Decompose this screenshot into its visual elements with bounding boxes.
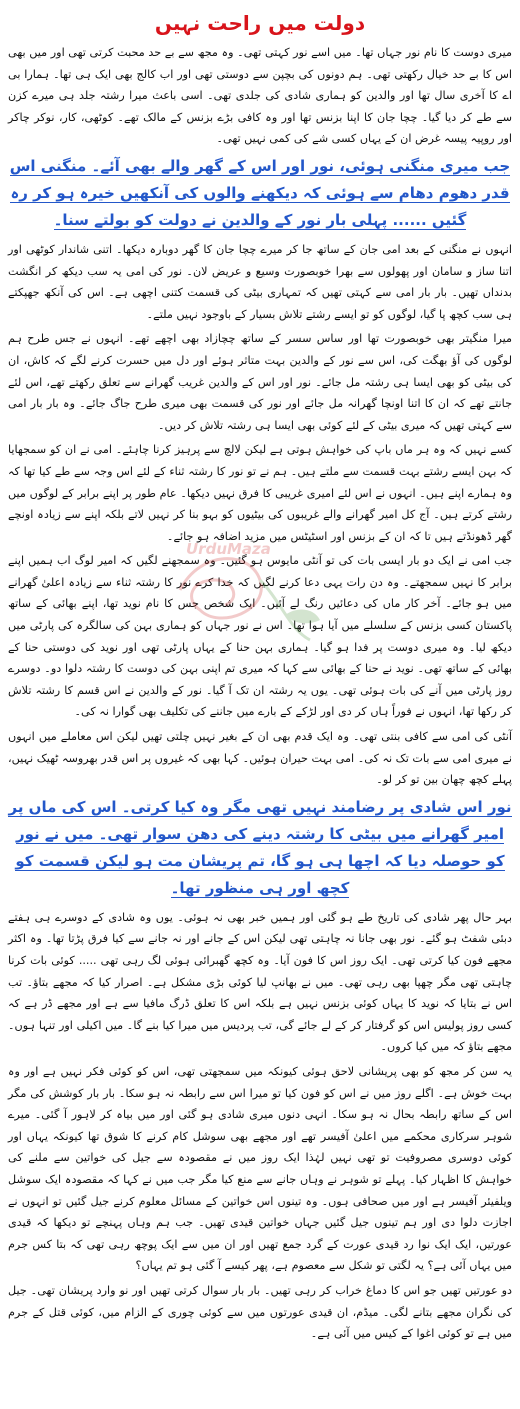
- article-title: دولت میں راحت نہیں: [154, 11, 366, 35]
- paragraph: دو عورتیں تھیں جو اس کا دماغ خراب کر رہی تھیں۔ بار بار سوال کرتی تھیں اور نو وارد پریشان تھی۔ جیل کی نگران مجھے بتانے لگی۔ میڈم، ان قیدی عورتوں میں سے کوئی چوری کے الزام میں، کوئی قتل کے جرم میں ہے تو کوئی اغوا کے کیس میں آئی ہے۔: [8, 1283, 512, 1341]
- paragraph: یہ سن کر مجھ کو بھی پریشانی لاحق ہوئی کیونکہ میں سمجھتی تھی، اس کو کوئی فکر نہیں ہے اور وہ بہت خوش ہے۔ اگلے روز میں نے اس کو فون کیا تو میرا اس سے رابطہ نہ ہو سکا۔ بار بار کوشش کی مگر اس کے ساتھ رابطہ بحال نہ ہو سکا۔ انہی دنوں میری شادی ہو گئی اور میں بیاہ کر لاہور آ گئی۔ میرے شوہر سرکاری محکمے میں اعلیٰ آفیسر تھے اور مجھے بھی سوشل کام کرنے کا شوق تھا کیونکہ یہاں اور کوئی دوسری مصروفیت تو تھی نہیں لہٰذا ایک روز میں نے مقصودہ سے جیل کی خواتین سے ملنے کی خواہش کا اظہار کیا۔ پہلے تو شوہر نے وہاں جانے سے منع کیا مگر جب میں نے کہا کہ مقصودہ ایک سوشل ویلفیئر آفیسر ہے اور میں صحافی ہوں۔ وہ تینوں اس خواتین کے مسائل معلوم کرنے جیل گئیں تو انہوں نے اجازت دلوا دی اور ہم تینوں جیل گئیں جہاں خواتین قیدی تھیں۔ جب ہم وہاں پہنچے تو دیکھا کہ قیدی عورتیں، ایک ایک نوا رد قیدی عورت کے گرد جمع تھیں اور ان میں سے ایک پوچھ رہی تھی کہ بتا کس جرم میں یہاں آئی ہے؟ یہ لگتی تو شکل سے معصوم ہے، پھر کیسے آ گئی ہو تم یہاں؟: [8, 1064, 512, 1273]
- paragraph: جب امی نے ایک دو بار ایسی بات کی تو آنٹی مایوس ہو گئیں۔ وہ سمجھنے لگیں کہ امیر لوگ اب ہمیں اپنے برابر کا نہیں سمجھتے۔ وہ دن رات یہی دعا کرنے لگیں کہ خدا کرے نور کا رشتہ ثناء سے زیادہ اعلیٰ گھرانے میں ہو جائے۔ آخر کار ماں کی دعائیں رنگ لے آئیں۔ ایک شخص جس کا نام نوید تھا، اپنے بھائی کے ساتھ پاکستان کسی بزنس کے سلسلے میں آیا ہوا تھا۔ اس نے نور جہاں کو ہماری بہن کی سالگرہ کی پارٹی میں دیکھ لیا۔ وہ میری دوست پر فدا ہو گیا۔ ہماری بہن حنا کے یہاں پارٹی تھی اور نوید کی دوستی حنا کے بھائی کے ساتھ تھی۔ نوید نے حنا کے بھائی سے کہا کہ میری تم اپنی بہن کی دوست کا رشتہ دلوا دو۔ دوسرے روز پارٹی میں آنے کی بات ہوئی تھی۔ یوں یہ رشتہ ان تک آ گیا۔ نور کے والدین نے اس قسم کا رشتہ تلاش کر رکھا تھا، انہوں نے فوراً ہاں کر دی اور لڑکے کے بارے میں جاننے کی تکلیف بھی گوارا نہ کی۔: [8, 554, 512, 719]
- paragraph: آنٹی کی امی سے کافی بنتی تھی۔ وہ ایک قدم بھی ان کے بغیر نہیں چلتی تھیں لیکن اس معاملے میں انہوں نے میری امی سے بات تک نہ کی۔ امی بہت حیران ہوئیں۔ کہا بھی کہ غیروں پر اس قدر بھروسہ ٹھیک نہیں، پہلے کچھ چھان بین تو کر لو۔: [8, 730, 512, 787]
- paragraph: میرا منگیتر بھی خوبصورت تھا اور ساس سسر کے ساتھ چچازاد بھی اچھے تھے۔ انہوں نے جس طرح ہم لوگوں کی آؤ بھگت کی، اس سے نور کے والدین بہت متاثر ہوئے اور دل میں حسرت کرنے لگے کہ کاش، ان کی بیٹی کو بھی ایسا ہی رشتہ مل جائے۔ نور اور اس کے والدین غریب گھرانے سے تعلق رکھتے تھے، اس لئے جانتے تھے کہ ان کا اتنا اونچا گھرانہ مل جائے اور نور کی قسمت بھی میری طرح جاگ جائے۔ وہ بار بار امی سے کہتی تھیں کہ میری بیٹی کے لئے کوئی بھی ایسا ہی رشتہ تلاش کر دیں۔: [8, 332, 512, 432]
- paragraph: بہر حال پھر شادی کی تاریخ طے ہو گئی اور ہمیں خبر بھی نہ ہوئی۔ یوں وہ شادی کے دوسرے ہی ہفتے دبئی شفٹ ہو گئے۔ نور بھی جانا نہ چاہتی تھی لیکن اس کے جانے اور نہ جانے سے کیا فرق پڑتا تھا۔ وہ اکثر مجھے فون کیا کرتی تھی۔ ایک روز اس کا فون آیا۔ وہ کچھ گھبرائی ہوئی لگ رہی تھی ..... کوئی بات کرنا چاہتی تھی مگر چھپا بھی رہی تھی۔ میں نے بھانپ لیا کوئی بڑی مشکل ہے۔ اصرار کیا کہ مجھے بتاؤ۔ تب اس نے بتایا کہ نوید کا یہاں کوئی بزنس نہیں ہے بلکہ اس کا تعلق ڈرگ مافیا سے ہے اور مجھے ڈر ہے کہ کسی روز پولیس اس کو گرفتار کر کے لے جائے گی، تب پردیس میں میرا کیا بنے گا۔ میں اکیلی اور تنہا ہوں۔ مجھے بتاؤ کہ میں کیا کروں۔: [8, 910, 512, 1054]
- pull-quote: [8, 153, 512, 234]
- pull-quote-text: نور اس شادی پر رضامند نہیں تھی مگر وہ کیا کرتی۔ اس کی ماں پر امیر گھرانے میں بیٹی کا رشتہ دینے کی دھن سوار تھی۔ میں نے نور کو حوصلہ دیا کہ اچھا ہی ہو گا، تم پریشان مت ہو لیکن قسمت کو کچھ اور ہی منظور تھا۔: [8, 797, 512, 897]
- watermark-text: UrduMaza: [186, 540, 271, 558]
- paragraph: انہوں نے منگنی کے بعد امی جان کے ساتھ جا کر میرے چچا جان کا گھر دوبارہ دیکھا۔ اتنی شاندار کوٹھی اور اتنا ساز و سامان اور پھولوں سے بھرا خوبصورت وسیع و عریض لان۔ نور کی امی یہ سب دیکھ کر انگشت بدنداں تھیں۔ بار بار امی سے کہتی تھیں کہ تمہاری بیٹی کی قسمت کتنی اچھی ہے۔ اس کی آنکھ جھپکتے ہی سب کچھ پا گیا، لوگوں کو تو ایسے رشتے تلاش بسیار کے باوجود نہیں ملتے۔: [8, 242, 512, 321]
- article-body: [8, 42, 512, 1345]
- watermark-logo: [160, 540, 340, 650]
- pull-quote-text: جب میری منگنی ہوئی، نور اور اس کے گھر والے بھی آئے۔ منگنی اس قدر دھوم دھام سے ہوئی کہ دیکھنے والوں کی آنکھیں خیرہ ہو کر رہ گئیں ...... پہلی بار نور کے والدین نے دولت کو بولتے سنا۔: [9, 156, 511, 229]
- pull-quote: [8, 794, 512, 902]
- paragraph: کسے نہیں کہ وہ ہر ماں باپ کی خواہش ہوتی ہے لیکن لالچ سے پرہیز کرنا چاہئے۔ امی نے ان کو سمجھایا کہ بہن ایسے رشتے بہت قسمت سے ملتے ہیں۔ ہم نے تو نور کا رشتہ ثناء کے لئے اس وجہ سے طے کیا تھا کہ وہ ہمارے اپنے ہیں۔ انہوں نے اس لئے امیری غریبی کا فرق نہیں دیکھا۔ عام طور پر اپنے برابر کے لوگوں میں رشتے کرتے ہیں۔ آج کل امیر گھرانے والے غریبوں کی بیٹیوں کو بہو بنا کر نہیں لاتے بلکہ اپنے سے زیادہ اونچے گھر ڈھونڈتے ہیں تا کہ ان کے بزنس اور اسٹیٹس میں مزید اضافہ ہو جائے۔: [8, 443, 512, 543]
- paragraph: میری دوست کا نام نور جہاں تھا۔ میں اسے نور کہتی تھی۔ وہ مجھ سے بے حد محبت کرتی تھی اور میں بھی اس کا بے حد خیال رکھتی تھی۔ ہم دونوں کی بچپن سے دوستی تھی اور اب کالج بھی ایک ہی تھا۔ ہمارا بی اے کا آخری سال تھا اور والدین کو ہماری شادی کی جلدی تھی۔ اسی باعث میرا رشتہ جلد ہی میرے کزن سے طے کر دیا گیا۔ چچا جان کا اپنا بزنس تھا اور وہ کافی بڑے بزنس کے مالک تھے۔ کوٹھی، کار، نوکر چاکر اور روپیہ پیسہ غرض ان کے یہاں کسی شے کی کمی نہیں تھی۔: [8, 46, 512, 146]
